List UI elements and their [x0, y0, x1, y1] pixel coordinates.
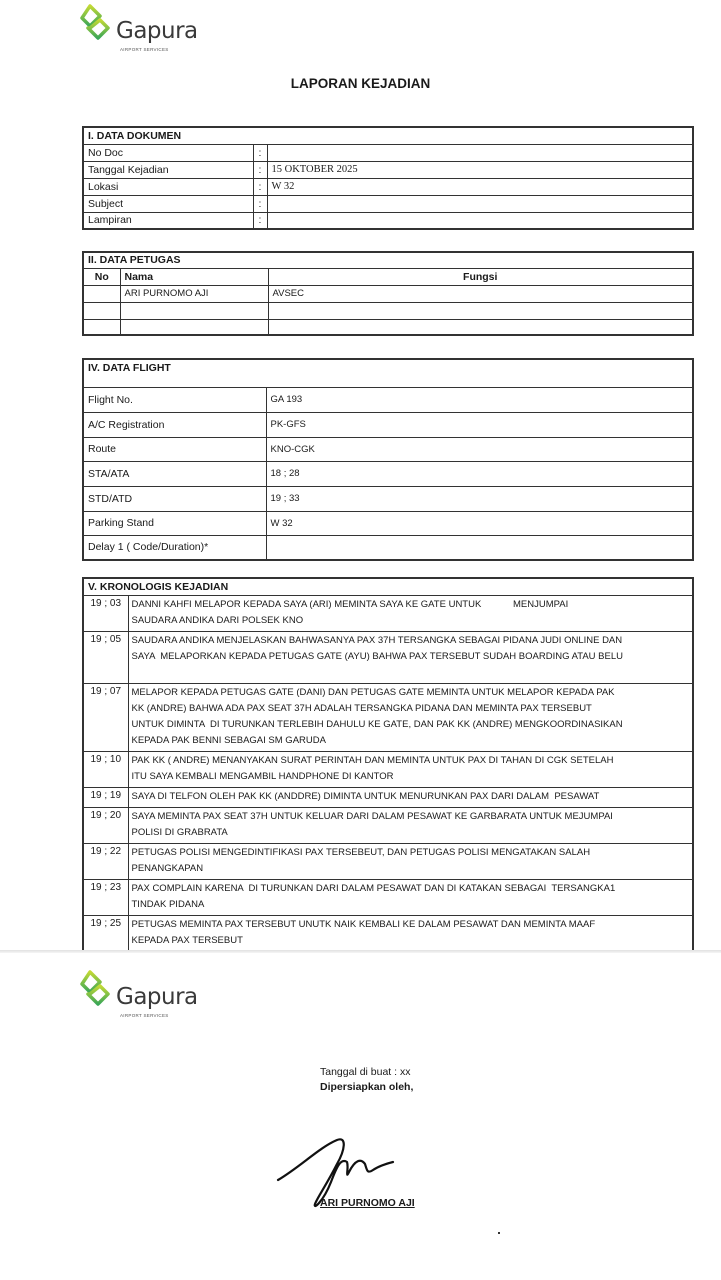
field-label: Lokasi [83, 178, 253, 195]
section-heading: II. DATA PETUGAS [83, 252, 693, 268]
chronology-time: 19 ; 19 [83, 787, 128, 807]
table-row [83, 437, 693, 461]
gapura-logo-icon [78, 4, 118, 52]
gapura-logo [78, 4, 198, 52]
table-row [83, 412, 693, 437]
table-row [83, 387, 693, 412]
page-separator [0, 950, 721, 953]
chronology-time: 19 ; 10 [83, 751, 128, 787]
chronology-description [128, 915, 693, 952]
table-row [83, 144, 693, 161]
gapura-logo [78, 970, 198, 1018]
field-label: Tanggal Kejadian [83, 161, 253, 178]
column-header-nama: Nama [120, 268, 268, 285]
description-line: TINDAK PIDANA [131, 898, 205, 910]
cell-fungsi [268, 319, 693, 335]
logo-subtitle: AIRPORT SERVICES [120, 47, 169, 52]
field-value [267, 212, 693, 229]
description-line: SAYA DI TELFON OLEH PAK KK (ANDDRE) DIMINTA UNTUK MENURUNKAN PAX DARI DALAM PESAWAT [131, 790, 600, 802]
kronologis-table [82, 577, 694, 953]
description-line: KK (ANDRE) BAHWA ADA PAX SEAT 37H ADALAH TERSANGKA PIDANA DAN MEMINTA PAX TERSEBUT [131, 702, 592, 714]
chronology-row [83, 879, 693, 915]
field-label: Route [83, 437, 266, 461]
logo-wordmark: Gapura [116, 18, 198, 44]
chronology-description [128, 595, 693, 631]
field-label: Parking Stand [83, 511, 266, 535]
colon: : [253, 212, 267, 229]
description-line: SAUDARA ANDIKA MENJELASKAN BAHWASANYA PAX 37H TERSANGKA SEBAGAI PIDANA JUDI ONLINE DAN [131, 634, 623, 646]
chronology-time: 19 ; 23 [83, 879, 128, 915]
column-header-fungsi: Fungsi [268, 268, 693, 285]
table-row [83, 212, 693, 229]
data-petugas-table [82, 251, 694, 336]
chronology-row [83, 683, 693, 751]
cell-nama: ARI PURNOMO AJI [120, 285, 268, 302]
colon: : [253, 161, 267, 178]
chronology-description [128, 879, 693, 915]
description-line: SAYA MEMINTA PAX SEAT 37H UNTUK KELUAR DARI DALAM PESAWAT KE GARBARATA UNTUK MEJUMPAI [131, 810, 613, 822]
description-line: KEPADA PAX TERSEBUT [131, 934, 243, 946]
description-line: MELAPOR KEPADA PETUGAS GATE (DANI) DAN PETUGAS GATE MEMINTA UNTUK MELAPOR KEPADA PAK [131, 686, 615, 698]
chronology-row [83, 631, 693, 683]
chronology-description [128, 683, 693, 751]
chronology-time: 19 ; 03 [83, 595, 128, 631]
field-value: KNO-CGK [266, 437, 693, 461]
field-label: Lampiran [83, 212, 253, 229]
signatory-name: ARI PURNOMO AJI [320, 1197, 415, 1209]
signature-block [320, 1066, 413, 1093]
table-row [83, 302, 693, 319]
field-label: A/C Registration [83, 412, 266, 437]
field-label: STA/ATA [83, 461, 266, 486]
field-value: 18 ; 28 [266, 461, 693, 486]
page-title: LAPORAN KEJADIAN [290, 76, 431, 91]
logo-wordmark: Gapura [116, 984, 198, 1010]
description-line: KEPADA PAK BENNI SEBAGAI SM GARUDA [131, 734, 326, 746]
field-label: STD/ATD [83, 486, 266, 511]
cell-fungsi: AVSEC [268, 285, 693, 302]
field-value: 15 OKTOBER 2025 [267, 161, 693, 178]
description-line: PETUGAS POLISI MENGEDINTIFIKASI PAX TERSEBEUT, DAN PETUGAS POLISI MENGATAKAN SALAH [131, 846, 591, 858]
field-value [267, 195, 693, 212]
chronology-description [128, 631, 693, 683]
section-heading: I. DATA DOKUMEN [83, 127, 693, 144]
field-value [267, 144, 693, 161]
description-line: PAX COMPLAIN KARENA DI TURUNKAN DARI DALAM PESAWAT DAN DI KATAKAN SEBAGAI TERSANGKA1 [131, 882, 616, 894]
chronology-description [128, 807, 693, 843]
section-heading: V. KRONOLOGIS KEJADIAN [83, 578, 693, 595]
field-label: Delay 1 ( Code/Duration)* [83, 535, 266, 560]
chronology-time: 19 ; 22 [83, 843, 128, 879]
chronology-row [83, 751, 693, 787]
table-row [83, 461, 693, 486]
table-row [83, 319, 693, 335]
chronology-description [128, 787, 693, 807]
colon: : [253, 195, 267, 212]
chronology-row [83, 807, 693, 843]
field-value: W 32 [266, 511, 693, 535]
cell-fungsi [268, 302, 693, 319]
colon: : [253, 178, 267, 195]
description-line: POLISI DI GRABRATA [131, 826, 228, 838]
field-value: GA 193 [266, 387, 693, 412]
created-date: Tanggal di buat : xx [320, 1066, 411, 1078]
description-line: PAK KK ( ANDRE) MENANYAKAN SURAT PERINTAH DAN MEMINTA UNTUK PAX DI TAHAN DI CGK SETELAH [131, 754, 614, 766]
cell-no [83, 302, 120, 319]
column-header-no: No [83, 268, 120, 285]
table-row [83, 535, 693, 560]
table-row [83, 511, 693, 535]
field-value: W 32 [267, 178, 693, 195]
cell-no [83, 285, 120, 302]
description-line: SAYA MELAPORKAN KEPADA PETUGAS GATE (AYU) BAHWA PAX TERSEBUT SUDAH BOARDING ATAU BELU [131, 650, 623, 662]
cell-no [83, 319, 120, 335]
table-row [83, 486, 693, 511]
chronology-time: 19 ; 20 [83, 807, 128, 843]
colon: : [253, 144, 267, 161]
field-value [266, 535, 693, 560]
chronology-description [128, 843, 693, 879]
data-dokumen-table [82, 126, 694, 230]
section-heading: IV. DATA FLIGHT [83, 359, 693, 387]
field-value: 19 ; 33 [266, 486, 693, 511]
chronology-row [83, 787, 693, 807]
table-row [83, 161, 693, 178]
description-line: UNTUK DIMINTA DI TURUNKAN TERLEBIH DAHULU KE GATE, DAN PAK KK (ANDRE) MENGKOORDINASIKAN [131, 718, 623, 730]
description-line [132, 665, 690, 681]
table-row [83, 178, 693, 195]
table-row [83, 195, 693, 212]
field-label: Subject [83, 195, 253, 212]
cell-nama [120, 302, 268, 319]
description-line: DANNI KAHFI MELAPOR KEPADA SAYA (ARI) MEMINTA SAYA KE GATE UNTUK MENJUMPAI [131, 598, 569, 610]
chronology-row [83, 915, 693, 952]
field-label: Flight No. [83, 387, 266, 412]
prepared-by-label: Dipersiapkan oleh, [320, 1081, 414, 1093]
chronology-time: 19 ; 05 [83, 631, 128, 683]
table-row [83, 285, 693, 302]
description-line: PETUGAS MEMINTA PAX TERSEBUT UNUTK NAIK KEMBALI KE DALAM PESAWAT DAN MEMINTA MAAF [131, 918, 596, 930]
chronology-time: 19 ; 25 [83, 915, 128, 952]
gapura-logo-icon [78, 970, 118, 1018]
stray-mark [498, 1232, 500, 1234]
chronology-row [83, 595, 693, 631]
description-line: PENANGKAPAN [131, 862, 204, 874]
logo-subtitle: AIRPORT SERVICES [120, 1013, 169, 1018]
chronology-time: 19 ; 07 [83, 683, 128, 751]
description-line: ITU SAYA KEMBALI MENGAMBIL HANDPHONE DI KANTOR [131, 770, 394, 782]
field-value: PK-GFS [266, 412, 693, 437]
chronology-row [83, 843, 693, 879]
data-flight-table [82, 358, 694, 561]
field-label: No Doc [83, 144, 253, 161]
description-line: SAUDARA ANDIKA DARI POLSEK KNO [131, 614, 304, 626]
cell-nama [120, 319, 268, 335]
chronology-description [128, 751, 693, 787]
